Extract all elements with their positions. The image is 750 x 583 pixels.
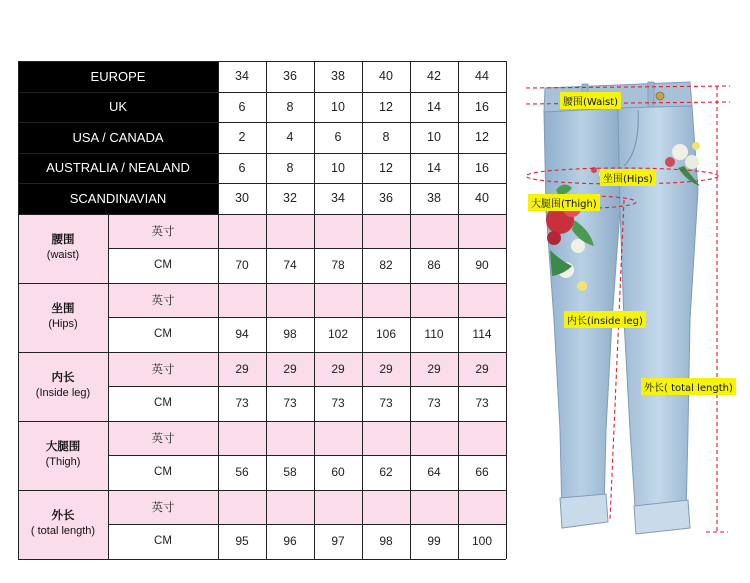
inch-value: 29: [458, 352, 506, 387]
jeans-image: [520, 70, 745, 550]
size-value: 34: [314, 183, 362, 214]
grid-line: [458, 61, 459, 559]
hips-tag: 坐围(Hips): [600, 169, 656, 186]
size-value: 36: [362, 183, 410, 214]
grid-line: [108, 317, 506, 318]
grid-line: [108, 524, 506, 525]
cm-value: 96: [266, 524, 314, 559]
measurement-name-en: ( total length): [30, 525, 96, 538]
grid-line: [108, 386, 506, 387]
inch-value: 29: [410, 352, 458, 387]
size-value: 38: [314, 61, 362, 92]
measurement-name-en: (waist): [46, 249, 80, 262]
grid-line: [18, 214, 506, 215]
inch-value: [410, 421, 458, 456]
grid-line: [218, 61, 219, 559]
measurement-label: [18, 214, 108, 283]
unit-label-cm: CM: [108, 317, 218, 352]
size-value: 6: [218, 153, 266, 184]
size-value: 14: [410, 92, 458, 123]
region-label: UK: [18, 92, 218, 123]
unit-label-inch: 英寸: [108, 214, 218, 249]
size-value: 16: [458, 92, 506, 123]
cm-value: 102: [314, 317, 362, 352]
grid-line: [18, 352, 506, 353]
inch-value: [266, 490, 314, 525]
inch-value: [410, 283, 458, 318]
measurement-name-cn: 内长: [51, 371, 75, 384]
grid-line: [18, 283, 506, 284]
inch-value: [458, 490, 506, 525]
inch-value: [314, 214, 362, 249]
grid-line: [18, 92, 506, 93]
inch-value: [362, 421, 410, 456]
size-value: 14: [410, 153, 458, 184]
unit-label-inch: 英寸: [108, 490, 218, 525]
grid-line: [18, 490, 506, 491]
cm-value: 62: [362, 455, 410, 490]
cm-value: 98: [266, 317, 314, 352]
size-value: 12: [458, 122, 506, 153]
measurement-name-en: (Hips): [48, 318, 78, 331]
unit-label-cm: CM: [108, 455, 218, 490]
cm-value: 58: [266, 455, 314, 490]
region-label: SCANDINAVIAN: [18, 183, 218, 214]
measurement-label: [18, 490, 108, 559]
grid-line: [18, 122, 506, 123]
size-value: 10: [314, 153, 362, 184]
size-value: 30: [218, 183, 266, 214]
size-value: 2: [218, 122, 266, 153]
inside-leg-tag: 内长(inside leg): [564, 311, 646, 328]
size-value: 8: [266, 153, 314, 184]
cm-value: 86: [410, 248, 458, 283]
size-value: 8: [266, 92, 314, 123]
size-value: 8: [362, 122, 410, 153]
unit-label-inch: 英寸: [108, 352, 218, 387]
grid-line: [266, 61, 267, 559]
cm-value: 73: [314, 386, 362, 421]
region-label: USA / CANADA: [18, 122, 218, 153]
inch-value: 29: [314, 352, 362, 387]
size-value: 10: [314, 92, 362, 123]
inch-value: [218, 283, 266, 318]
cm-value: 64: [410, 455, 458, 490]
waist-tag: 腰围(Waist): [560, 92, 621, 109]
grid-line: [362, 61, 363, 559]
unit-label-inch: 英寸: [108, 421, 218, 456]
grid-line: [18, 559, 506, 560]
cm-value: 97: [314, 524, 362, 559]
inch-value: [458, 421, 506, 456]
cm-value: 56: [218, 455, 266, 490]
measurement-label: [18, 283, 108, 352]
cm-value: 73: [458, 386, 506, 421]
inch-value: [218, 214, 266, 249]
region-label: EUROPE: [18, 61, 218, 92]
inch-value: 29: [266, 352, 314, 387]
cm-value: 66: [458, 455, 506, 490]
cm-value: 73: [218, 386, 266, 421]
inch-value: 29: [218, 352, 266, 387]
jeans-measurement-illustration: [520, 70, 745, 550]
size-value: 36: [266, 61, 314, 92]
size-value: 6: [314, 122, 362, 153]
unit-label-cm: CM: [108, 524, 218, 559]
unit-label-cm: CM: [108, 248, 218, 283]
size-value: 38: [410, 183, 458, 214]
inch-value: [266, 214, 314, 249]
measurement-name-cn: 外长: [51, 509, 75, 522]
inch-value: [410, 214, 458, 249]
cm-value: 98: [362, 524, 410, 559]
inch-value: [362, 490, 410, 525]
measurement-name-cn: 腰围: [51, 233, 75, 246]
measurement-label: [18, 421, 108, 490]
grid-line: [18, 61, 19, 559]
cm-value: 99: [410, 524, 458, 559]
grid-line: [18, 153, 506, 154]
grid-line: [506, 61, 507, 559]
size-value: 12: [362, 153, 410, 184]
grid-line: [18, 421, 506, 422]
grid-line: [18, 183, 506, 184]
inch-value: [314, 490, 362, 525]
measurement-label: [18, 352, 108, 421]
inch-value: [362, 283, 410, 318]
size-value: 10: [410, 122, 458, 153]
size-value: 44: [458, 61, 506, 92]
measurement-name-cn: 大腿围: [45, 440, 81, 453]
size-value: 16: [458, 153, 506, 184]
inch-value: [218, 490, 266, 525]
cm-value: 74: [266, 248, 314, 283]
measurement-name-en: (Inside leg): [35, 387, 91, 400]
region-label: AUSTRALIA / NEALAND: [18, 153, 218, 184]
cm-value: 73: [266, 386, 314, 421]
grid-line: [108, 248, 506, 249]
cm-value: 60: [314, 455, 362, 490]
grid-line: [108, 455, 506, 456]
cm-value: 70: [218, 248, 266, 283]
inch-value: [362, 214, 410, 249]
cm-value: 106: [362, 317, 410, 352]
size-value: 40: [362, 61, 410, 92]
inch-value: [458, 283, 506, 318]
grid-line: [314, 61, 315, 559]
cm-value: 110: [410, 317, 458, 352]
size-value: 32: [266, 183, 314, 214]
measurement-name-cn: 坐围: [51, 302, 75, 315]
cm-value: 78: [314, 248, 362, 283]
thigh-tag: 大腿围(Thigh): [528, 194, 600, 211]
cm-value: 100: [458, 524, 506, 559]
inch-value: [266, 421, 314, 456]
unit-label-cm: CM: [108, 386, 218, 421]
size-value: 34: [218, 61, 266, 92]
inch-value: [314, 421, 362, 456]
cm-value: 114: [458, 317, 506, 352]
grid-line: [18, 61, 506, 62]
unit-label-inch: 英寸: [108, 283, 218, 318]
inch-value: [410, 490, 458, 525]
measurement-name-en: (Thigh): [45, 456, 81, 469]
cm-value: 82: [362, 248, 410, 283]
cm-value: 90: [458, 248, 506, 283]
grid-line: [108, 214, 109, 559]
size-value: 40: [458, 183, 506, 214]
inch-value: 29: [362, 352, 410, 387]
total-length-tag: 外长( total length): [641, 378, 736, 395]
inch-value: [314, 283, 362, 318]
cm-value: 95: [218, 524, 266, 559]
inch-value: [218, 421, 266, 456]
size-value: 4: [266, 122, 314, 153]
size-value: 42: [410, 61, 458, 92]
cm-value: 73: [362, 386, 410, 421]
size-value: 12: [362, 92, 410, 123]
cm-value: 73: [410, 386, 458, 421]
grid-line: [410, 61, 411, 559]
cm-value: 94: [218, 317, 266, 352]
size-value: 6: [218, 92, 266, 123]
inch-value: [266, 283, 314, 318]
inch-value: [458, 214, 506, 249]
